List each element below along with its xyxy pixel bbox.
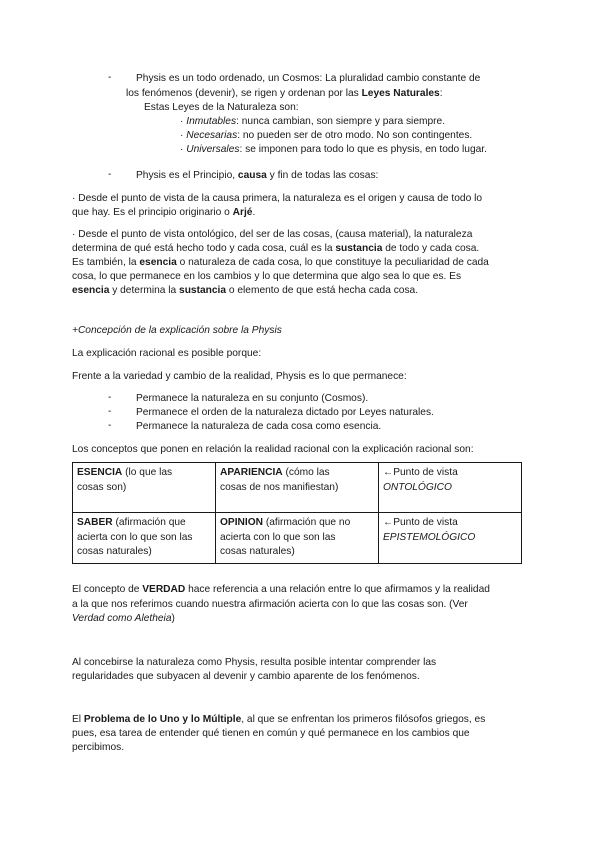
permanence-bullet: Permanece el orden de la naturaleza dictado por Leyes naturales.	[136, 407, 434, 418]
table-cell: ←Punto de vista EPISTEMOLÓGICO	[379, 513, 522, 564]
list-dash: -	[108, 420, 112, 431]
list-dash: -	[108, 169, 112, 180]
list-dash: -	[108, 72, 112, 83]
section-paragraph: Los conceptos que ponen en relación la realidad racional con la explicación racional son:	[72, 444, 474, 455]
problema-term: Problema de lo Uno y lo Múltiple	[83, 714, 242, 725]
problema-line: pues, esa tarea de entender qué tienen en común y qué permanece en los cambios que	[72, 728, 470, 739]
paragraph-causa-line: · Desde el punto de vista de la causa primera, la naturaleza es el origen y causa de todo lo	[72, 193, 483, 204]
leyes-naturales-term: Leyes Naturales	[361, 88, 440, 99]
paragraph-onto-line: esencia y determina la sustancia o elemento de que está hecha cada cosa.	[72, 285, 419, 296]
law-item: · Universales: se imponen para todo lo que es physis, en todo lugar.	[180, 144, 487, 155]
table-cell: SABER (afirmación que acierta con lo que son las cosas naturales)	[73, 513, 216, 564]
table-cell: ←Punto de vista ONTOLÓGICO	[379, 463, 522, 513]
problema-line: percibimos.	[72, 742, 125, 753]
list-dash: -	[108, 392, 112, 403]
paragraph-onto-line: determina de qué está hecho todo y cada cosa, cuál es la sustancia de todo y cada cosa.	[72, 243, 480, 254]
list-dash: -	[108, 406, 112, 417]
laws-intro: Estas Leyes de la Naturaleza son:	[144, 102, 299, 113]
section-paragraph: Frente a la variedad y cambio de la realidad, Physis es lo que permanece:	[72, 371, 407, 382]
verdad-reference: Verdad como Aletheia	[72, 613, 172, 624]
arje-term: Arjé	[232, 207, 253, 218]
permanence-bullet: Permanece la naturaleza de cada cosa como esencia.	[136, 421, 382, 432]
list-item-principio: Physis es el Principio, causa y fin de todas las cosas:	[136, 170, 379, 181]
section-heading: +Concepción de la explicación sobre la Physis	[72, 325, 282, 336]
paragraph-onto-line: Es también, la esencia o naturaleza de cada cosa, lo que constituye la peculiaridad de cada	[72, 257, 489, 268]
list-item-cosmos: Physis es un todo ordenado, un Cosmos: La pluralidad cambio constante de	[136, 73, 481, 84]
list-item-cosmos-cont: los fenómenos (devenir), se rigen y ordenan por las Leyes Naturales:	[126, 88, 443, 99]
regularidades-line: Al concebirse la naturaleza como Physis, resulta posible intentar comprender las	[72, 657, 437, 668]
concepts-table	[72, 462, 522, 564]
table-cell: OPINION (afirmación que no acierta con lo que son las cosas naturales)	[216, 513, 379, 564]
verdad-line: El concepto de VERDAD hace referencia a una relación entre lo que afirmamos y la realidad	[72, 584, 490, 595]
table-row	[73, 463, 522, 513]
table-cell: ESENCIA (lo que las cosas son)	[73, 463, 216, 513]
verdad-line: Verdad como Aletheia)	[72, 613, 175, 624]
law-item: · Necesarias: no pueden ser de otro modo. No son contingentes.	[180, 130, 473, 141]
paragraph-onto-line: cosa, lo que permanece en los cambios y lo que determina que algo sea lo que es. Es	[72, 271, 462, 282]
table-row	[73, 513, 522, 564]
problema-line: El Problema de lo Uno y lo Múltiple, al que se enfrentan los primeros filósofos griegos, es	[72, 714, 486, 725]
verdad-line: a la que nos referimos cuando nuestra afirmación acierta con lo que las cosas son. (Ver	[72, 599, 468, 610]
section-paragraph: La explicación racional es posible porque:	[72, 348, 262, 359]
paragraph-onto-line: · Desde el punto de vista ontológico, del ser de las cosas, (causa material), la naturaleza	[72, 229, 473, 240]
regularidades-line: regularidades que subyacen al devenir y cambio aparente de los fenómenos.	[72, 671, 420, 682]
law-item: · Inmutables: nunca cambian, son siempre y para siempre.	[180, 116, 446, 127]
permanence-bullet: Permanece la naturaleza en su conjunto (Cosmos).	[136, 393, 369, 404]
table-cell: APARIENCIA (cómo las cosas de nos manifiestan)	[216, 463, 379, 513]
paragraph-causa-line: que hay. Es el principio originario o Arjé.	[72, 207, 256, 218]
